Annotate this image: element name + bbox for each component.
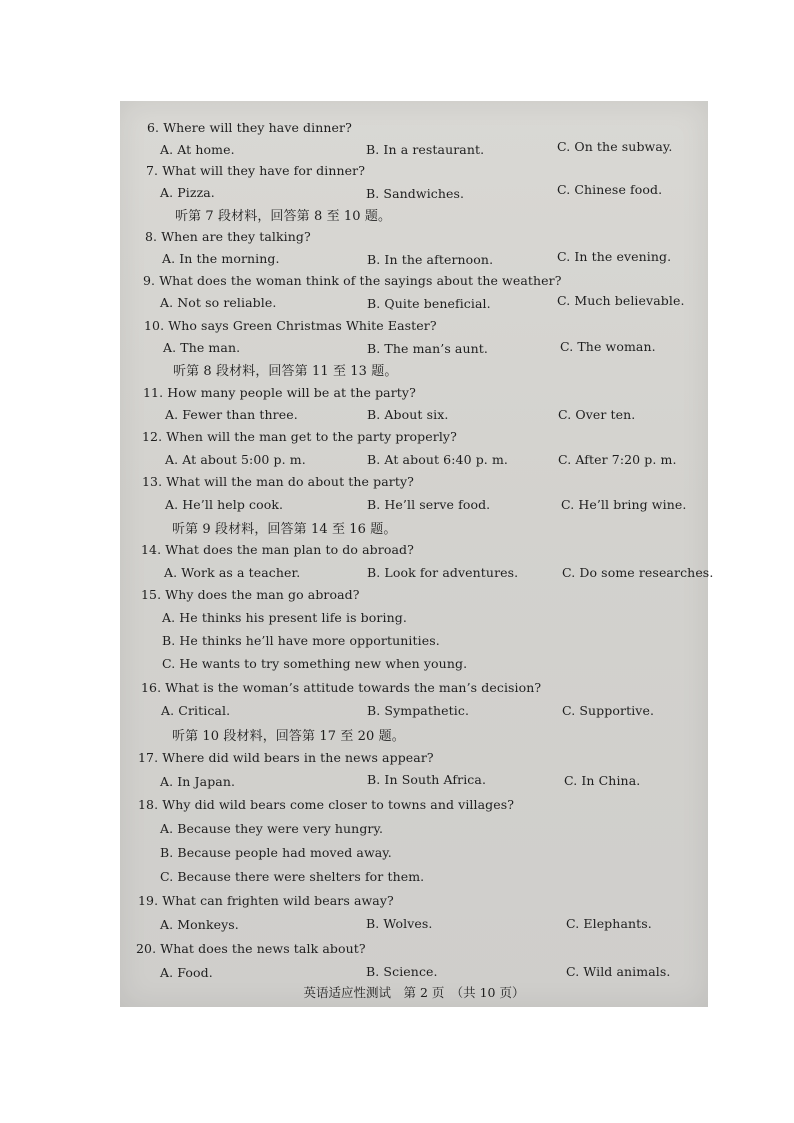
option-17a: A. In Japan. xyxy=(160,774,236,789)
option-16b: B. Sympathetic. xyxy=(367,703,470,718)
option-20c: C. Wild animals. xyxy=(566,964,671,979)
section-header-10: 听第 10 段材料，回答第 17 至 20 题。 xyxy=(172,729,405,744)
option-9a: A. Not so reliable. xyxy=(160,295,277,310)
option-14b: B. Look for adventures. xyxy=(367,565,519,580)
option-16c: C. Supportive. xyxy=(562,703,655,718)
option-9b: B. Quite beneficial. xyxy=(367,296,491,311)
question-7: 7. What will they have for dinner? xyxy=(146,163,366,178)
option-6c: C. On the subway. xyxy=(557,139,673,154)
option-14c: C. Do some researches. xyxy=(562,565,714,580)
option-18c: C. Because there were shelters for them. xyxy=(160,869,425,884)
option-19c: C. Elephants. xyxy=(566,916,652,931)
option-17c: C. In China. xyxy=(564,773,641,788)
question-12: 12. When will the man get to the party properly? xyxy=(142,429,457,444)
question-11: 11. How many people will be at the party? xyxy=(143,385,416,400)
question-10: 10. Who says Green Christmas White Easter? xyxy=(144,318,437,333)
option-19b: B. Wolves. xyxy=(366,916,433,931)
question-6: 6. Where will they have dinner? xyxy=(147,120,352,135)
option-15c: C. He wants to try something new when young. xyxy=(162,656,468,671)
option-11a: A. Fewer than three. xyxy=(165,407,298,422)
question-15: 15. Why does the man go abroad? xyxy=(141,587,360,602)
question-8: 8. When are they talking? xyxy=(145,229,311,244)
question-20: 20. What does the news talk about? xyxy=(136,941,366,956)
option-13b: B. He’ll serve food. xyxy=(367,497,491,512)
question-9: 9. What does the woman think of the sayings about the weather? xyxy=(143,273,562,288)
option-12a: A. At about 5:00 p. m. xyxy=(165,452,306,467)
option-15b: B. He thinks he’ll have more opportunities. xyxy=(162,633,440,648)
option-12c: C. After 7:20 p. m. xyxy=(558,452,677,467)
option-14a: A. Work as a teacher. xyxy=(164,565,301,580)
option-16a: A. Critical. xyxy=(161,703,231,718)
option-8b: B. In the afternoon. xyxy=(367,252,494,267)
question-18: 18. Why did wild bears come closer to towns and villages? xyxy=(138,797,515,812)
option-17b: B. In South Africa. xyxy=(367,772,487,787)
option-20b: B. Science. xyxy=(366,964,438,979)
section-header-9: 听第 9 段材料，回答第 14 至 16 题。 xyxy=(172,522,397,537)
option-11c: C. Over ten. xyxy=(558,407,636,422)
option-10a: A. The man. xyxy=(163,340,241,355)
option-8a: A. In the morning. xyxy=(162,251,280,266)
option-8c: C. In the evening. xyxy=(557,249,672,264)
section-header-7: 听第 7 段材料，回答第 8 至 10 题。 xyxy=(175,209,392,224)
exam-page xyxy=(120,101,714,1007)
option-20a: A. Food. xyxy=(160,965,213,980)
option-13c: C. He’ll bring wine. xyxy=(561,497,687,512)
option-15a: A. He thinks his present life is boring. xyxy=(162,610,407,625)
question-16: 16. What is the woman’s attitude towards the man’s decision? xyxy=(141,680,542,695)
option-18a: A. Because they were very hungry. xyxy=(160,821,384,836)
option-7c: C. Chinese food. xyxy=(557,182,663,197)
option-19a: A. Monkeys. xyxy=(160,917,239,932)
section-header-8: 听第 8 段材料，回答第 11 至 13 题。 xyxy=(173,364,398,379)
option-18b: B. Because people had moved away. xyxy=(160,845,392,860)
option-13a: A. He’ll help cook. xyxy=(165,497,284,512)
option-11b: B. About six. xyxy=(367,407,449,422)
option-7b: B. Sandwiches. xyxy=(366,186,465,201)
option-6b: B. In a restaurant. xyxy=(366,142,485,157)
question-19: 19. What can frighten wild bears away? xyxy=(138,893,394,908)
option-12b: B. At about 6:40 p. m. xyxy=(367,452,508,467)
question-17: 17. Where did wild bears in the news appear? xyxy=(138,750,434,765)
question-14: 14. What does the man plan to do abroad? xyxy=(141,542,414,557)
option-6a: A. At home. xyxy=(160,142,235,157)
page-footer: 英语适应性测试 第 2 页 （共 10 页） xyxy=(303,985,525,1000)
question-13: 13. What will the man do about the party? xyxy=(142,474,414,489)
option-7a: A. Pizza. xyxy=(160,185,215,200)
option-9c: C. Much believable. xyxy=(557,293,685,308)
option-10c: C. The woman. xyxy=(560,339,656,354)
option-10b: B. The man’s aunt. xyxy=(367,341,488,356)
